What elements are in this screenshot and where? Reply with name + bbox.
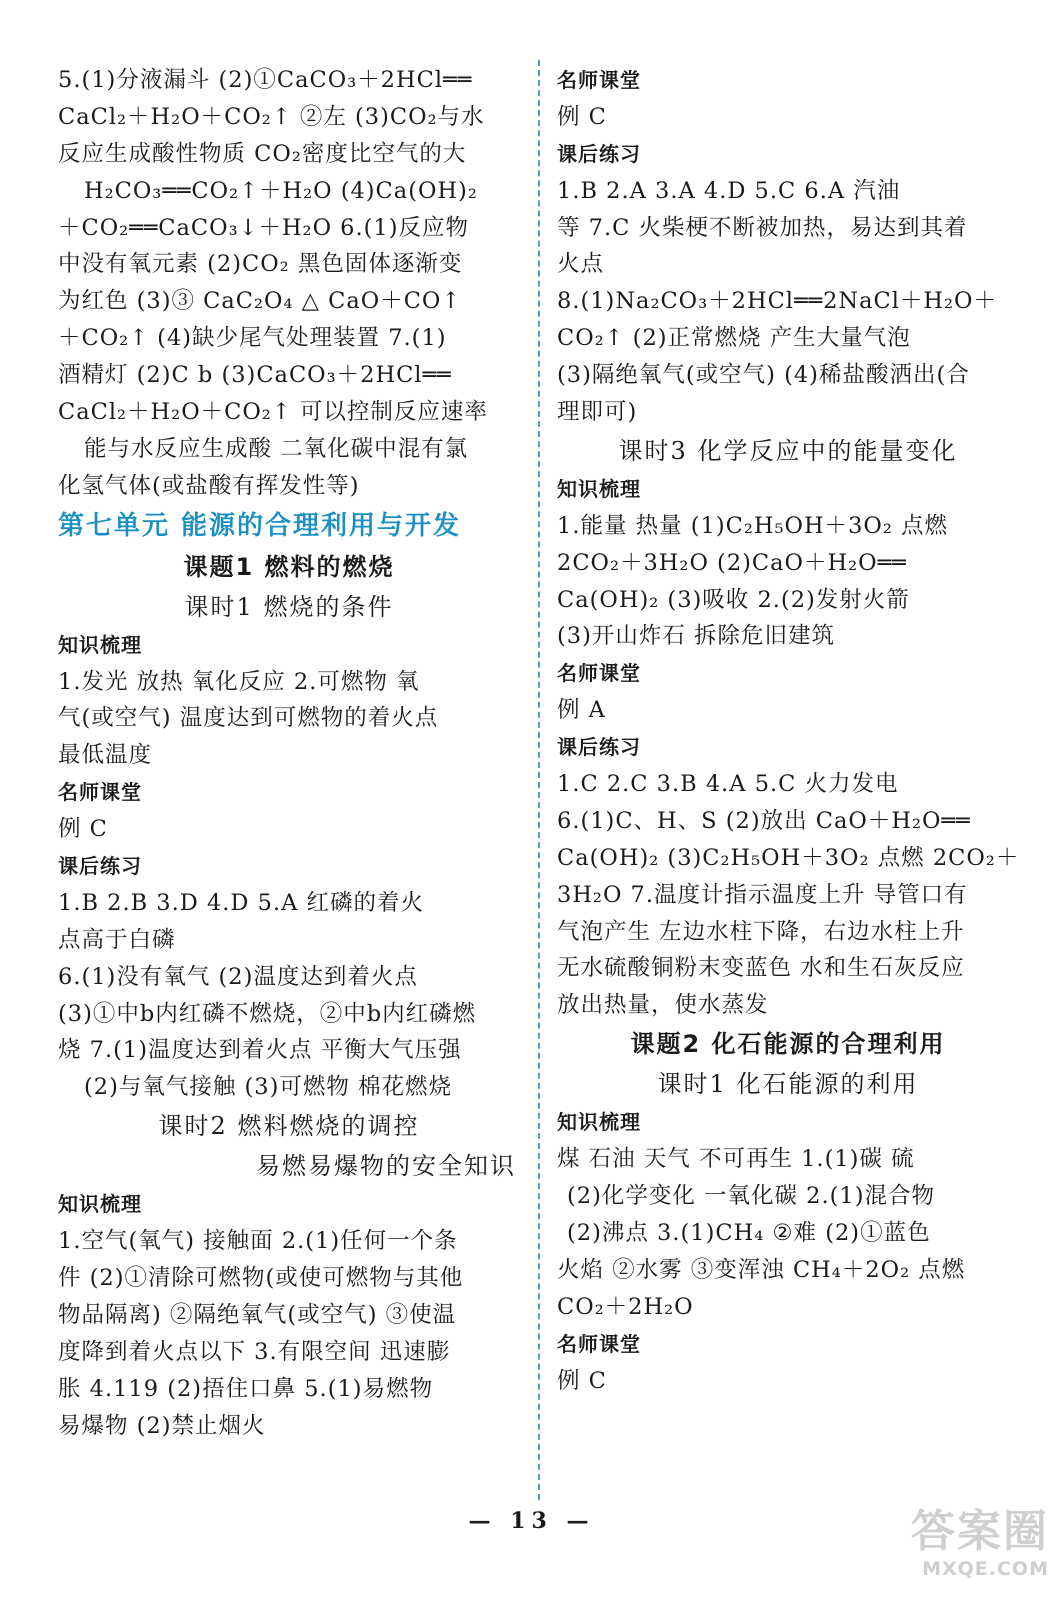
text-line: 易爆物 (2)禁止烟火 (58, 1412, 266, 1439)
column-divider (538, 60, 540, 1500)
text-line: 1.B 2.B 3.D 4.D 5.A 红磷的着火 (58, 889, 424, 916)
section-label-practice: 课后练习 (58, 854, 142, 879)
text-line: (3)开山炸石 拆除危旧建筑 (557, 623, 836, 650)
text-line: 1.能量 热量 (1)C₂H₅OH＋3O₂ 点燃 (557, 512, 949, 539)
watermark-url: MXQE.COM (922, 1558, 1049, 1580)
text-line: 5.(1)分液漏斗 (2)①CaCO₃＋2HCl══ (58, 67, 473, 93)
text-line: (2)与氧气接触 (3)可燃物 棉花燃烧 (84, 1074, 453, 1101)
text-line: 点高于白磷 (58, 926, 176, 953)
unit-title: 第七单元 能源的合理利用与开发 (58, 510, 462, 541)
text-line: CaCl₂＋H₂O＋CO₂↑ 可以控制反应速率 (58, 399, 488, 426)
text-line: (2)沸点 3.(1)CH₄ ②难 (2)①蓝色 (567, 1219, 931, 1246)
topic-title: 课题1 燃料的燃烧 (183, 552, 395, 581)
text-line: 能与水反应生成酸 二氧化碳中混有氯 (84, 435, 469, 462)
text-line: 气(或空气) 温度达到可燃物的着火点 (58, 705, 439, 732)
text-line: 无水硫酸铜粉末变蓝色 水和生石灰反应 (557, 955, 965, 982)
text-line: 胀 4.119 (2)捂住口鼻 5.(1)易燃物 (58, 1375, 434, 1402)
text-line: 反应生成酸性物质 CO₂密度比空气的大 (58, 140, 467, 167)
text-line: 煤 石油 天气 不可再生 1.(1)碳 硫 (557, 1146, 915, 1173)
text-line: 8.(1)Na₂CO₃＋2HCl══2NaCl＋H₂O＋ (557, 288, 997, 315)
watermark-logo: 答案圈 (911, 1506, 1049, 1557)
text-line: 1.发光 放热 氧化反应 2.可燃物 氧 (58, 668, 420, 695)
section-label-knowledge: 知识梳理 (58, 1192, 142, 1217)
example-answer: 例 C (58, 816, 108, 843)
text-line: 1.C 2.C 3.B 4.A 5.C 火力发电 (557, 771, 899, 798)
left-column (58, 62, 520, 1445)
text-line: H₂CO₃══CO₂↑＋H₂O (4)Ca(OH)₂ (84, 177, 478, 204)
text-line: 理即可) (557, 399, 638, 426)
text-line: CO₂＋2H₂O (557, 1293, 694, 1320)
topic-title: 课题2 化石能源的合理利用 (630, 1030, 946, 1059)
text-line: 物品隔离) ②隔绝氧气(或空气) ③使温 (58, 1301, 457, 1328)
answers-block-top (58, 62, 520, 505)
text-line: CO₂↑ (2)正常燃烧 产生大量气泡 (557, 325, 911, 352)
example-answer: 例 C (557, 1367, 607, 1394)
text-line: 最低温度 (58, 742, 153, 769)
text-line: 为红色 (3)③ CaC₂O₄ △ CaO＋CO↑ (58, 288, 462, 315)
section-label-class: 名师课堂 (557, 1331, 641, 1356)
section-label-knowledge: 知识梳理 (557, 1110, 641, 1135)
text-line: (3)隔绝氧气(或空气) (4)稀盐酸洒出(合 (557, 362, 970, 389)
text-line: 1.B 2.A 3.A 4.D 5.C 6.A 汽油 (557, 177, 901, 204)
section-label-knowledge: 知识梳理 (557, 476, 641, 501)
text-line: 火点 (557, 251, 605, 278)
section-label-practice: 课后练习 (557, 735, 641, 760)
text-line: 酒精灯 (2)C b (3)CaCO₃＋2HCl══ (58, 362, 452, 389)
text-line: CaCl₂＋H₂O＋CO₂↑ ②左 (3)CO₂与水 (58, 103, 485, 130)
text-line: ＋CO₂══CaCO₃↓＋H₂O 6.(1)反应物 (58, 214, 470, 241)
lesson-title: 课时1 化石能源的利用 (657, 1070, 919, 1099)
text-line: 火焰 ②水雾 ③变浑浊 CH₄＋2O₂ 点燃 (557, 1256, 966, 1283)
lesson-title: 课时1 燃烧的条件 (184, 592, 394, 621)
right-column (557, 62, 1019, 1399)
section-label-class: 名师课堂 (58, 780, 142, 805)
text-line: 6.(1)C、H、S (2)放出 CaO＋H₂O══ (557, 807, 971, 834)
watermark (907, 1506, 1049, 1588)
example-answer: 例 C (557, 103, 607, 130)
text-line: Ca(OH)₂ (3)吸收 2.(2)发射火箭 (557, 586, 910, 613)
text-line: 等 7.C 火柴梗不断被加热，易达到其着 (557, 214, 968, 241)
lesson-title: 课时2 燃料燃烧的调控 (158, 1112, 420, 1141)
section-label-class: 名师课堂 (557, 68, 641, 92)
text-line: 放出热量，使水蒸发 (557, 992, 769, 1019)
lesson-title: 课时3 化学反应中的能量变化 (618, 436, 958, 465)
text-line: Ca(OH)₂ (3)C₂H₅OH＋3O₂ 点燃 2CO₂＋ (557, 844, 1019, 871)
text-line: (2)化学变化 一氧化碳 2.(1)混合物 (567, 1183, 936, 1210)
text-line: 6.(1)没有氧气 (2)温度达到着火点 (58, 963, 418, 990)
section-label-knowledge: 知识梳理 (58, 632, 142, 657)
section-label-practice: 课后练习 (557, 141, 641, 166)
text-line: 气泡产生 左边水柱下降，右边水柱上升 (557, 918, 965, 945)
text-line: 2CO₂＋3H₂O (2)CaO＋H₂O══ (557, 549, 907, 576)
text-line: 烧 7.(1)温度达到着火点 平衡大气压强 (58, 1037, 462, 1064)
section-label-class: 名师课堂 (557, 661, 641, 686)
text-line: ＋CO₂↑ (4)缺少尾气处理装置 7.(1) (58, 325, 447, 352)
text-line: 中没有氧元素 (2)CO₂ 黑色固体逐渐变 (58, 251, 463, 278)
text-line: 3H₂O 7.温度计指示温度上升 导管口有 (557, 881, 968, 908)
text-line: 1.空气(氧气) 接触面 2.(1)任何一个条 (58, 1228, 458, 1255)
text-line: 度降到着火点以下 3.有限空间 迅速膨 (58, 1338, 451, 1365)
text-line: (3)①中b内红磷不燃烧，②中b内红磷燃 (58, 1000, 477, 1027)
lesson-subtitle: 易燃易爆物的安全知识 (256, 1152, 516, 1181)
example-answer: 例 A (557, 697, 606, 724)
page-number: — 13 — (468, 1508, 595, 1534)
text-line: 件 (2)①清除可燃物(或使可燃物与其他 (58, 1265, 464, 1292)
text-line: 化氢气体(或盐酸有挥发性等) (58, 472, 360, 499)
